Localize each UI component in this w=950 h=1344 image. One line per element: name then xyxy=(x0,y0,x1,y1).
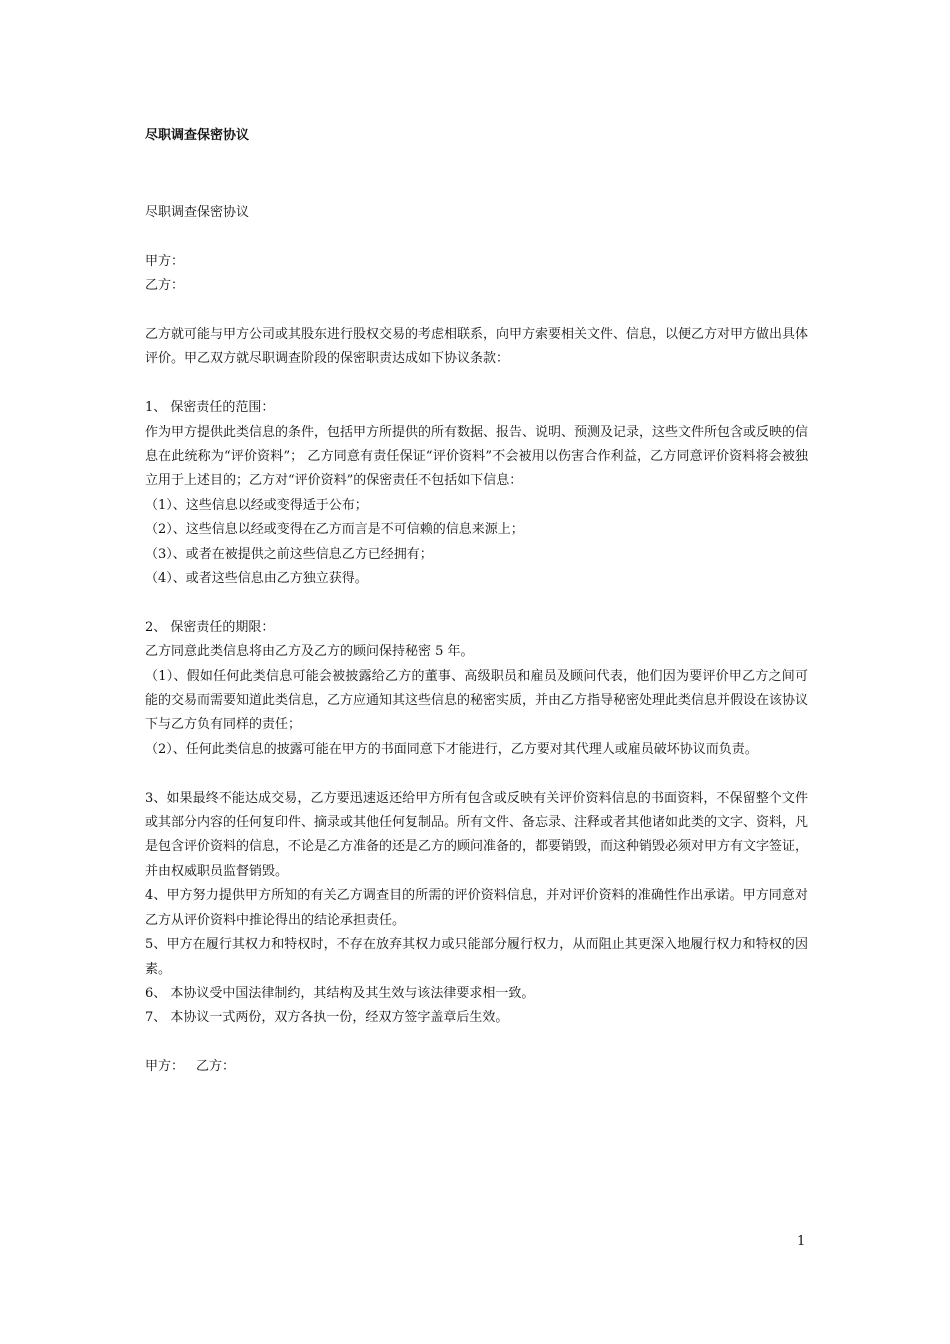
document-subtitle: 尽职调查保密协议 xyxy=(145,205,250,220)
clause-4: 4、甲方努力提供甲方所知的有关乙方调查目的所需的评价资料信息，并对评价资料的准确性作出承诺。甲方同意对乙方从评价资料中推论得出的结论承担责任。 xyxy=(145,888,808,928)
party-b-label: 乙方： xyxy=(145,278,185,294)
clause-7: 7、 本协议一式两份，双方各执一份，经双方签字盖章后生效。 xyxy=(145,1010,509,1026)
section-2-item: （2）、任何此类信息的披露可能在甲方的书面同意下才能进行，乙方要对其代理人或雇员破坏协议而负责。 xyxy=(145,741,758,757)
spacer xyxy=(145,762,808,786)
document-body xyxy=(145,201,808,1080)
party-a-label: 甲方： xyxy=(145,253,185,269)
spacer xyxy=(145,299,808,323)
spacer xyxy=(145,372,808,396)
clause-5: 5、甲方在履行其权力和特权时，不存在放弃其权力或只能部分履行权力，从而阻止其更深入地履行权力和特权的因素。 xyxy=(145,937,808,977)
section-1-item: （1）、这些信息以经或变得适于公布； xyxy=(145,497,368,513)
section-1-item: （4）、或者这些信息由乙方独立获得。 xyxy=(145,571,368,587)
section-1-heading: 1、 保密责任的范围： xyxy=(145,400,275,416)
spacer xyxy=(145,591,808,615)
spacer xyxy=(145,1031,808,1055)
clause-3: 3、如果最终不能达成交易，乙方要迅速返还给甲方所有包含或反映有关评价资料信息的书面资料，不保留整个文件或其部分内容的任何复印件、摘录或其他任何复制品。所有文件、备忘录、注释或者其他诸如此类的文字、资料，凡是包含评价资料的信息，不论是乙方准备的还是乙方的顾问准备的，都要销毁，而这种销毁必须对甲方有文字签证，并由权威职员监督销毁。 xyxy=(145,790,809,879)
signature-line xyxy=(145,1055,808,1079)
signature-party-b: 乙方： xyxy=(196,1059,236,1075)
intro-paragraph: 乙方就可能与甲方公司或其股东进行股权交易的考虑相联系，向甲方索要相关文件、信息，以便乙方对甲方做出具体评价。甲乙双方就尽职调查阶段的保密职责达成如下协议条款： xyxy=(145,327,809,367)
section-2-item: （1）、假如任何此类信息可能会被披露给乙方的董事、高级职员和雇员及顾问代表，他们因为要评价甲乙方之间可能的交易而需要知道此类信息，乙方应通知其这些信息的秘密实质，并由乙方指导秘密处理此类信息并假设在该协议下与乙方负有同样的责任； xyxy=(145,668,809,733)
spacer xyxy=(145,225,808,249)
clause-6: 6、 本协议受中国法律制约，其结构及其生效与该法律要求相一致。 xyxy=(145,985,535,1001)
document-title: 尽职调查保密协议 xyxy=(145,128,250,143)
page-number: 1 xyxy=(797,1234,806,1249)
signature-party-a: 甲方： xyxy=(145,1059,185,1075)
section-1-item: （2）、这些信息以经或变得在乙方而言是不可信赖的信息来源上； xyxy=(145,522,524,538)
section-2-heading: 2、 保密责任的期限： xyxy=(145,619,275,635)
section-1-item: （3）、或者在被提供之前这些信息乙方已经拥有； xyxy=(145,546,433,562)
section-1-text: 作为甲方提供此类信息的条件，包括甲方所提供的所有数据、报告、说明、预测及记录，这些文件所包含或反映的信息在此统称为“评价资料”； 乙方同意有责任保证“评价资料”不会被用以伤害合作利益，乙方同意评价资料将会被独立用于上述目的；乙方对“评价资料”的保密责任不包括如下信息： xyxy=(145,424,809,489)
section-2-text: 乙方同意此类信息将由乙方及乙方的顾问保持秘密 5 年。 xyxy=(145,644,474,660)
